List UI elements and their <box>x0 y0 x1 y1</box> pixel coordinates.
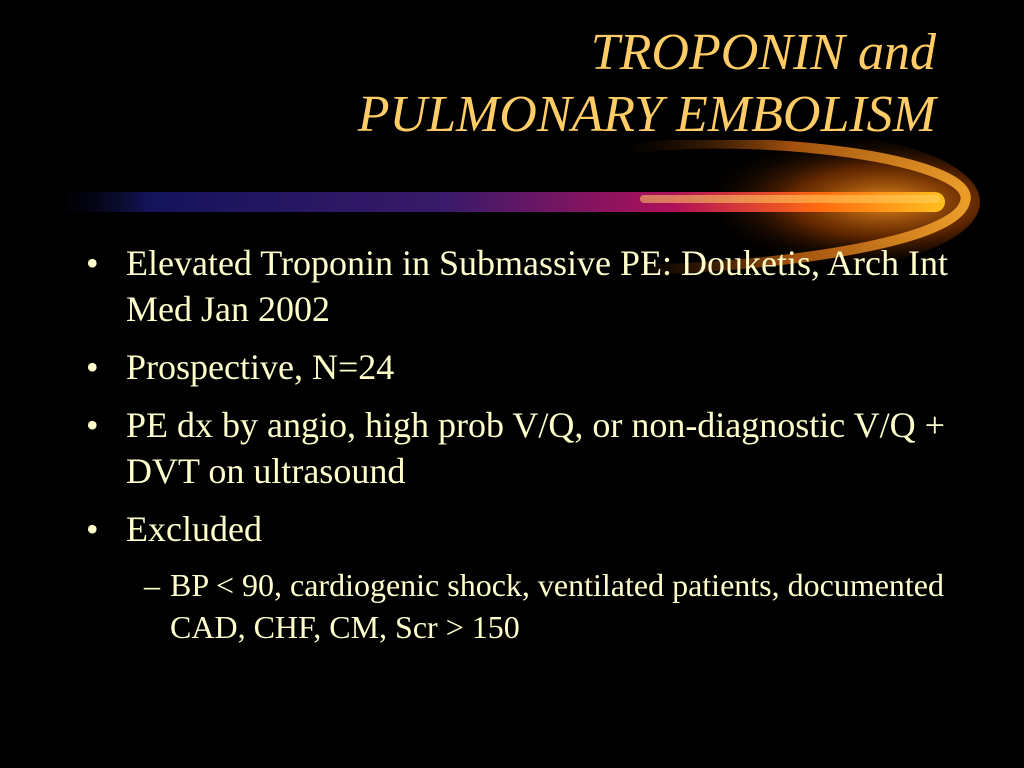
bullet-item <box>86 402 986 494</box>
bullet-marker: • <box>86 347 99 387</box>
title-line-2: PULMONARY EMBOLISM <box>357 86 936 143</box>
slide-title <box>358 22 936 146</box>
bullet-list <box>86 240 986 648</box>
bullet-item <box>86 506 986 552</box>
bullet-marker: • <box>86 405 99 445</box>
bullet-text: Excluded <box>126 509 262 549</box>
bullet-text: PE dx by angio, high prob V/Q, or non-diagnostic V/Q + DVT on ultrasound <box>126 405 945 491</box>
bullet-text: Elevated Troponin in Submassive PE: Douketis, Arch Int Med Jan 2002 <box>126 243 948 329</box>
sub-bullet-marker: – <box>144 567 160 603</box>
bullet-marker: • <box>86 509 99 549</box>
bullet-text: Prospective, N=24 <box>126 347 395 387</box>
sub-bullet-text: BP < 90, cardiogenic shock, ventilated patients, documented CAD, CHF, CM, Scr > 150 <box>170 567 944 645</box>
title-line-1: TROPONIN and <box>590 24 936 81</box>
sub-bullet-item <box>86 564 986 648</box>
bullet-marker: • <box>86 243 99 283</box>
bullet-item <box>86 240 986 332</box>
bullet-item <box>86 344 986 390</box>
